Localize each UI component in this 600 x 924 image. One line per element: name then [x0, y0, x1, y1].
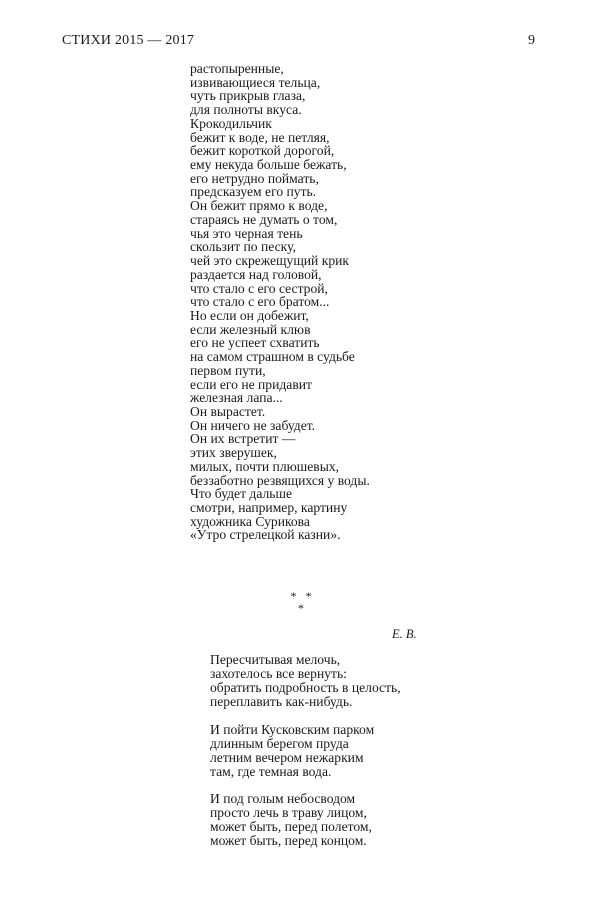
poem-line: растопыренные,	[190, 61, 284, 76]
poem-dedication: Е. В.	[392, 627, 417, 641]
poem-line: бежит к воде, не петляя,	[190, 129, 330, 145]
poem-line: чуть прикрыв глаза,	[190, 88, 306, 104]
stanza	[210, 792, 401, 848]
poem-line: Но если он добежит,	[190, 307, 309, 323]
poem-line: чья это черная тень	[190, 225, 303, 241]
poem-line: Он ничего не забудет.	[190, 417, 316, 433]
poem-line: бежит короткой дорогой,	[190, 143, 335, 159]
poem-line: первом пути,	[190, 362, 266, 378]
poem-line: Он их встретит —	[190, 431, 296, 447]
asterisk-row-top: * *	[290, 589, 312, 603]
poem-line: милых, почти плюшевых,	[190, 458, 340, 474]
poem-line: «Утро стрелецкой казни».	[190, 527, 341, 543]
poem-line: И под голым небосводом	[210, 791, 356, 806]
poem-line: может быть, перед концом.	[210, 833, 367, 848]
poem-line: Крокодильчик	[190, 115, 272, 131]
poem-continuation	[190, 62, 370, 542]
poem-line: его нетрудно поймать,	[190, 170, 319, 186]
poem-line: длинным берегом пруда	[210, 735, 349, 751]
poem-line: скользит по песку,	[190, 239, 296, 255]
poem	[210, 653, 401, 862]
poem-line: художника Сурикова	[190, 513, 310, 529]
poem-line: там, где темная вода.	[210, 763, 332, 779]
poem-line: Пересчитывая мелочь,	[210, 652, 341, 667]
poem-line: этих зверушек,	[190, 445, 277, 461]
poem-line: беззаботно резвящихся у воды.	[190, 472, 370, 488]
poem-line: летним вечером нежарким	[210, 749, 364, 765]
poem-line: предсказуем его путь.	[190, 184, 317, 200]
poem-line: его не успеет схватить	[190, 335, 320, 351]
poem-line: Что будет дальше	[190, 486, 292, 502]
asterisk-row-bottom: *	[298, 601, 304, 615]
poem-line: И пойти Кусковским парком	[210, 721, 375, 737]
poem-line: может быть, перед полетом,	[210, 819, 372, 834]
poem-line: обратить подробность в целость,	[210, 680, 401, 695]
poem-line: на самом страшном в судьбе	[190, 349, 355, 365]
poem-line: раздается над головой,	[190, 266, 322, 282]
stanza	[210, 653, 401, 709]
poem-line: захотелось все вернуть:	[210, 666, 347, 681]
running-title: СТИХИ 2015 — 2017	[62, 33, 195, 48]
poem-line: ему некуда больше бежать,	[190, 157, 347, 173]
poem-line: переплавить как-нибудь.	[210, 694, 353, 709]
poem-line: если его не придавит	[190, 376, 312, 392]
poem-line: просто лечь в траву лицом,	[210, 805, 367, 820]
poem-line: Он вырастет.	[190, 403, 266, 419]
poem-line: смотри, например, картину	[190, 500, 348, 515]
poem-line: если железный клюв	[190, 321, 311, 337]
page-number: 9	[528, 33, 535, 48]
poem-line: железная лапа...	[190, 390, 283, 406]
section-separator-asterism	[284, 590, 318, 614]
poem-line: что стало с его сестрой,	[190, 280, 328, 296]
poem-line: стараясь не думать о том,	[190, 211, 338, 227]
poem-line: Он бежит прямо к воде,	[190, 198, 328, 214]
poem-line: для полноты вкуса.	[190, 102, 302, 118]
stanza	[210, 723, 401, 779]
poem-line: что стало с его братом...	[190, 294, 330, 310]
poem-line: извивающиеся тельца,	[190, 74, 321, 90]
poem-line: чей это скрежещущий крик	[190, 253, 350, 269]
